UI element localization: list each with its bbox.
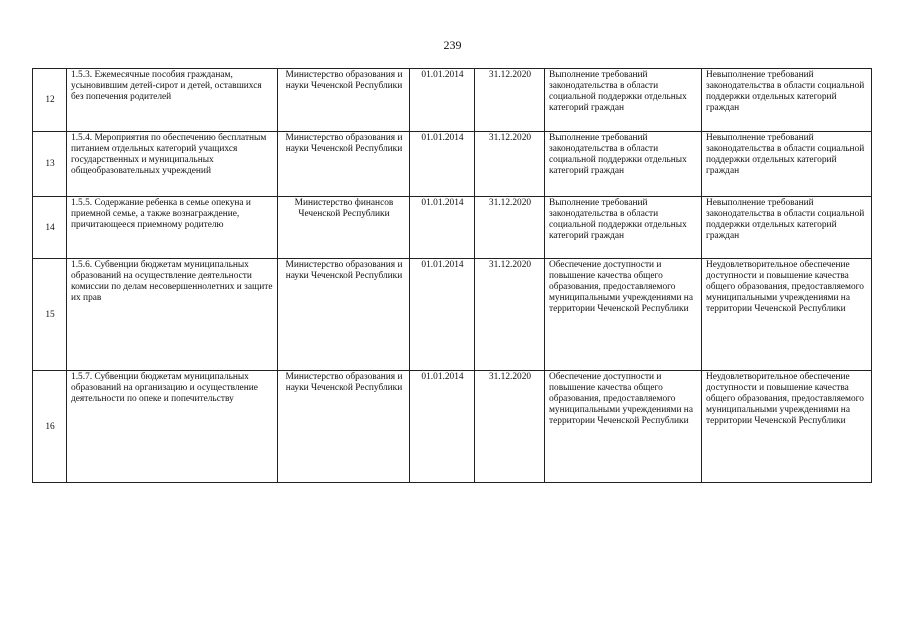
end-date-cell: 31.12.2020 <box>475 69 545 132</box>
table-row <box>33 259 872 371</box>
table-row <box>33 69 872 132</box>
result-cell: Выполнение требований законодательства в области социальной поддержки отдельных категорий граждан <box>545 132 702 197</box>
start-date-cell: 01.01.2014 <box>410 132 475 197</box>
event-cell: 1.5.5. Содержание ребенка в семье опекуна и приемной семье, а также вознаграждение, причитающееся приемному родителю <box>67 197 278 259</box>
row-number: 14 <box>33 197 67 259</box>
result-cell: Обеспечение доступности и повышение качества общего образования, предоставляемого муниципальными учреждениями на территории Чеченской Республики <box>545 259 702 371</box>
row-number: 12 <box>33 69 67 132</box>
end-date-cell: 31.12.2020 <box>475 259 545 371</box>
ministry-cell: Министерство финансов Чеченской Республики <box>278 197 410 259</box>
ministry-cell: Министерство образования и науки Чеченской Республики <box>278 371 410 483</box>
result-cell: Выполнение требований законодательства в области социальной поддержки отдельных категорий граждан <box>545 69 702 132</box>
event-cell: 1.5.6. Субвенции бюджетам муниципальных образований на осуществление деятельности комиссии по делам несовершеннолетних и защите их прав <box>67 259 278 371</box>
event-cell: 1.5.3. Ежемесячные пособия гражданам, усыновившим детей-сирот и детей, оставшихся без попечения родителей <box>67 69 278 132</box>
event-cell: 1.5.7. Субвенции бюджетам муниципальных образований на организацию и осуществление деятельности по опеке и попечительству <box>67 371 278 483</box>
table-row <box>33 371 872 483</box>
event-cell: 1.5.4. Мероприятия по обеспечению бесплатным питанием отдельных категорий учащихся государственных и муниципальных общеобразовательных учреждений <box>67 132 278 197</box>
row-number: 13 <box>33 132 67 197</box>
start-date-cell: 01.01.2014 <box>410 197 475 259</box>
result-cell: Выполнение требований законодательства в области социальной поддержки отдельных категорий граждан <box>545 197 702 259</box>
risk-cell: Неудовлетворительное обеспечение доступности и повышение качества общего образования, предоставляемого муниципальными учреждениями на территории Чеченской Республики <box>702 259 872 371</box>
end-date-cell: 31.12.2020 <box>475 371 545 483</box>
ministry-cell: Министерство образования и науки Чеченской Республики <box>278 132 410 197</box>
ministry-cell: Министерство образования и науки Чеченской Республики <box>278 259 410 371</box>
row-number: 16 <box>33 371 67 483</box>
row-number: 15 <box>33 259 67 371</box>
risk-cell: Невыполнение требований законодательства в области социальной поддержки отдельных категорий граждан <box>702 197 872 259</box>
end-date-cell: 31.12.2020 <box>475 197 545 259</box>
risk-cell: Неудовлетворительное обеспечение доступности и повышение качества общего образования, предоставляемого муниципальными учреждениями на территории Чеченской Республики <box>702 371 872 483</box>
result-cell: Обеспечение доступности и повышение качества общего образования, предоставляемого муниципальными учреждениями на территории Чеченской Республики <box>545 371 702 483</box>
risk-cell: Невыполнение требований законодательства в области социальной поддержки отдельных категорий граждан <box>702 69 872 132</box>
end-date-cell: 31.12.2020 <box>475 132 545 197</box>
start-date-cell: 01.01.2014 <box>410 371 475 483</box>
table-row <box>33 132 872 197</box>
ministry-cell: Министерство образования и науки Чеченской Республики <box>278 69 410 132</box>
table-row <box>33 197 872 259</box>
program-table <box>32 68 872 483</box>
start-date-cell: 01.01.2014 <box>410 259 475 371</box>
page-number: 239 <box>443 38 462 52</box>
risk-cell: Невыполнение требований законодательства в области социальной поддержки отдельных категорий граждан <box>702 132 872 197</box>
start-date-cell: 01.01.2014 <box>410 69 475 132</box>
